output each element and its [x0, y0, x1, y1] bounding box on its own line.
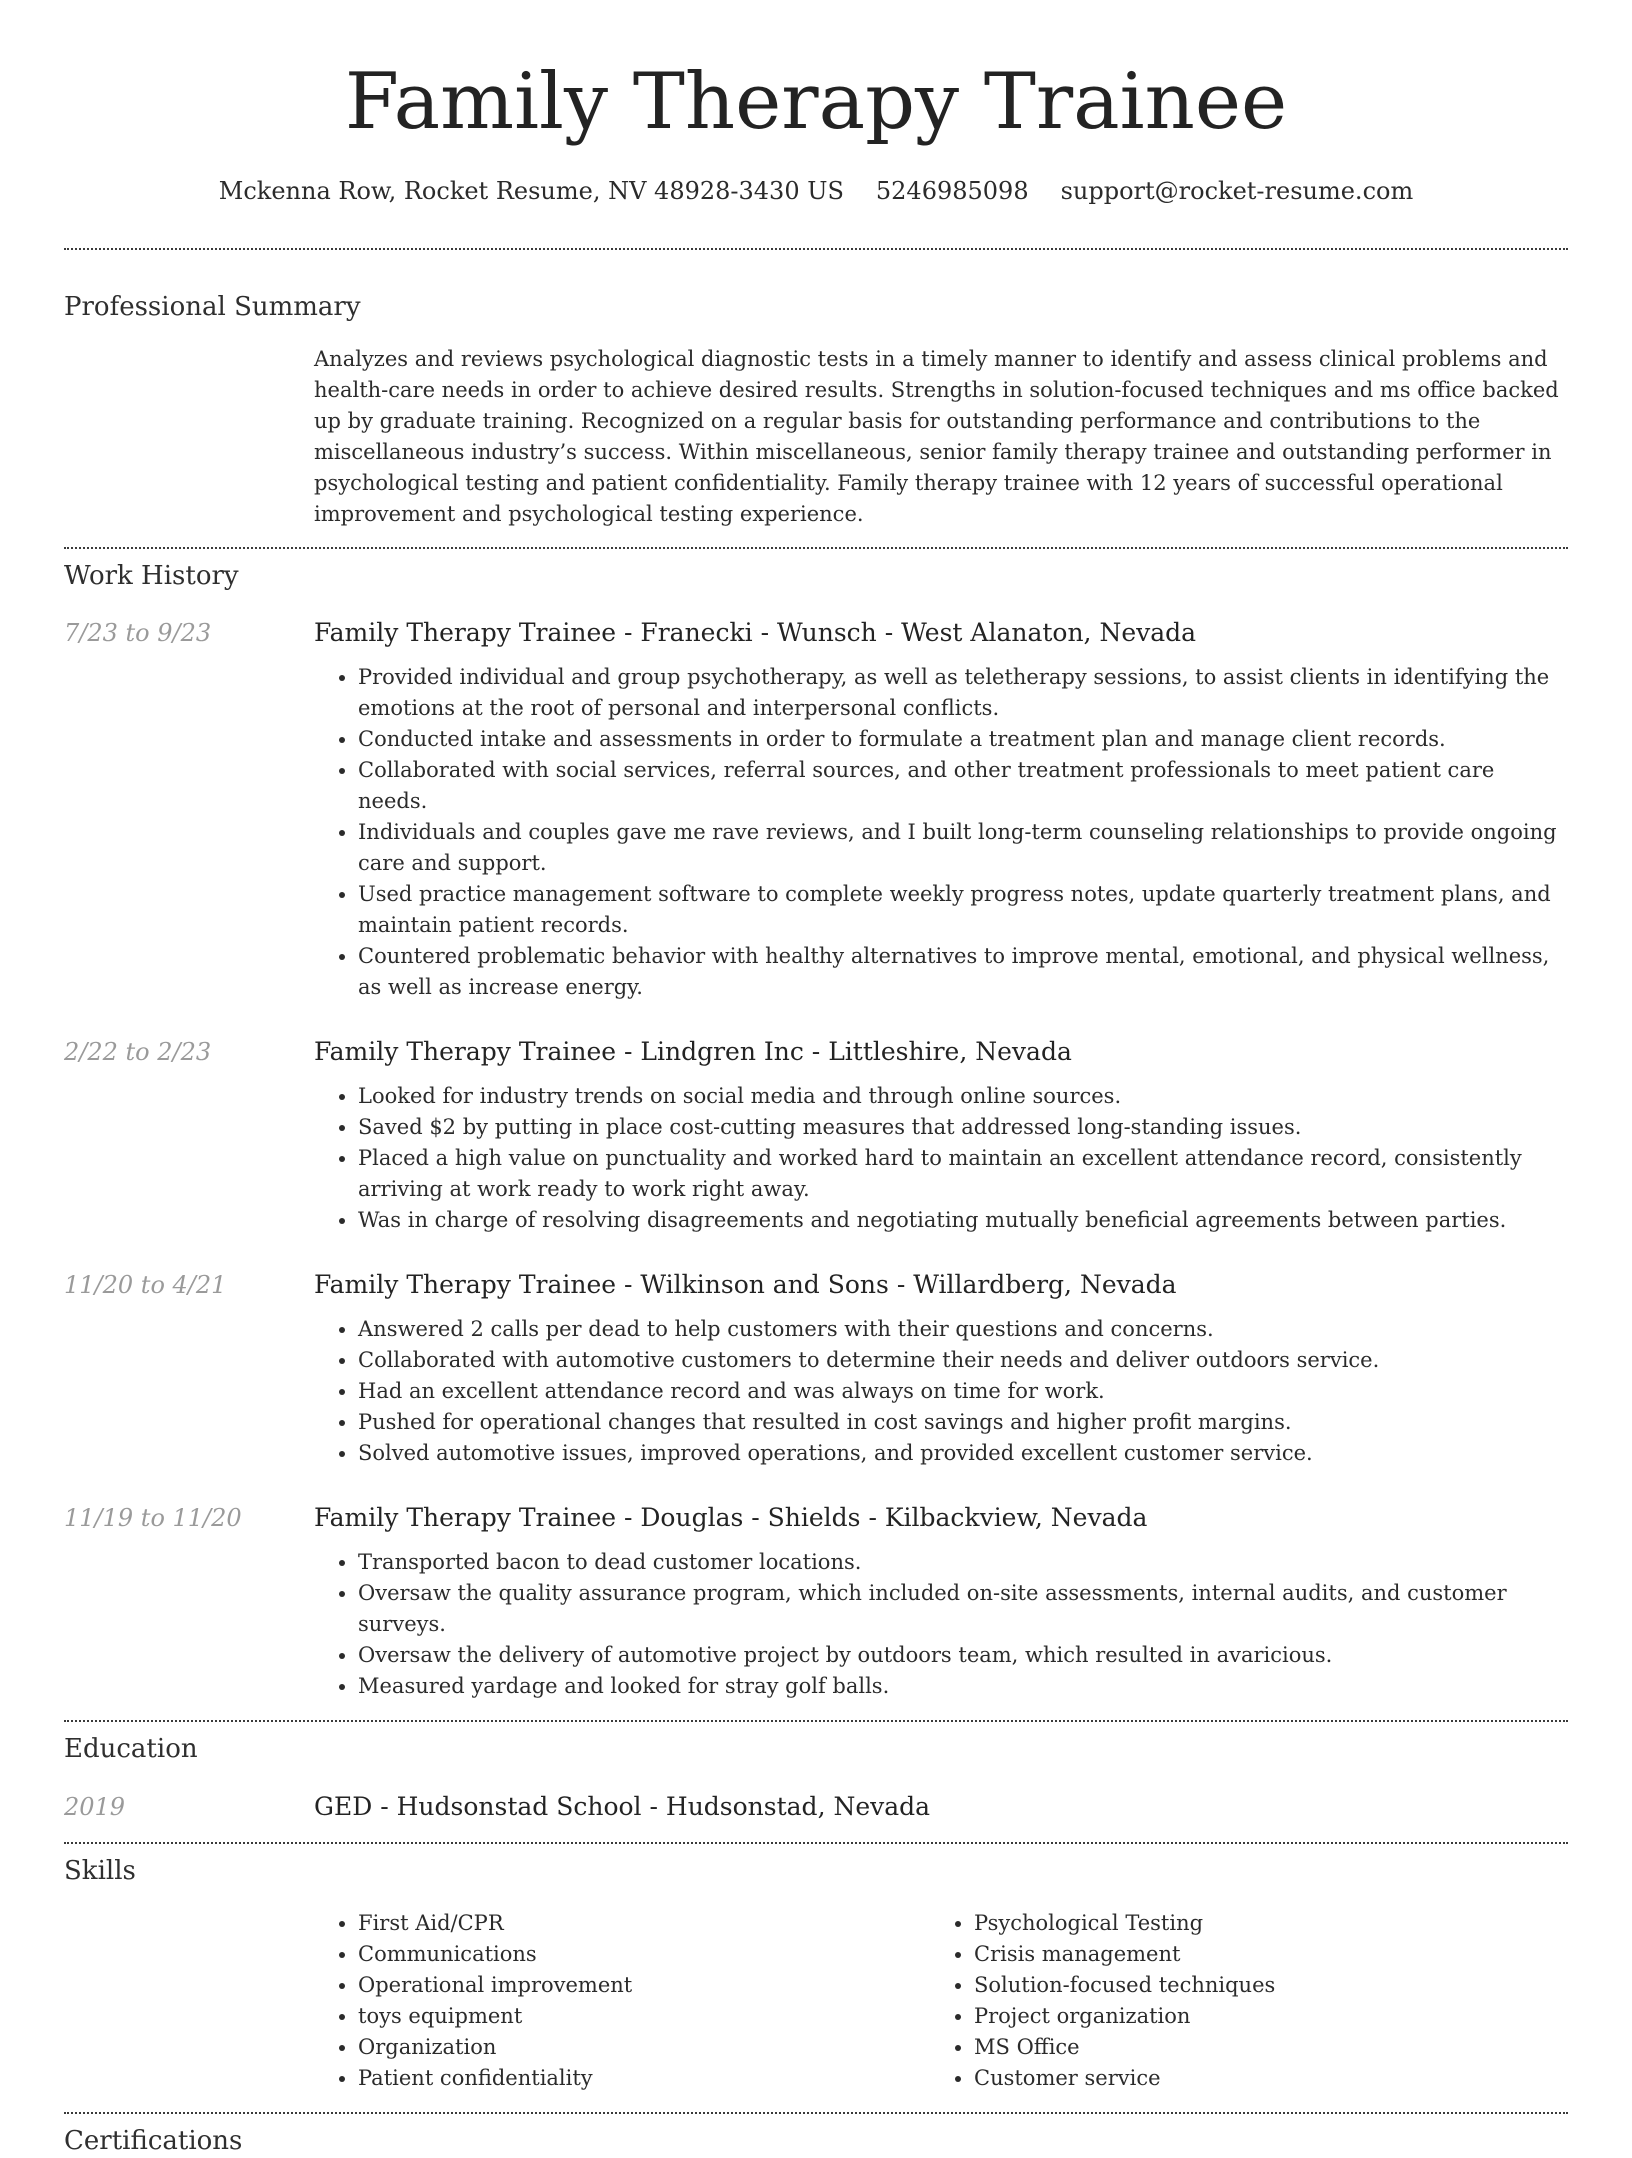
list-item: • MS Office [974, 2032, 1546, 2063]
list-item: • Organization [358, 2032, 930, 2063]
job-date: 7/23 to 9/23 [64, 619, 212, 647]
education-entry [64, 1790, 1568, 1824]
list-item: • Saved $2 by putting in place cost-cutting measures that addressed long-standing issues. [358, 1112, 1568, 1143]
divider [64, 1720, 1568, 1722]
job-bullets [314, 1081, 1568, 1236]
contact-email: support@rocket-resume.com [1060, 177, 1414, 205]
list-item: • First Aid/CPR [358, 1908, 930, 1939]
list-item: • Solution-focused techniques [974, 1970, 1546, 2001]
contact-phone: 5246985098 [875, 177, 1029, 205]
job-bullets [314, 662, 1568, 1003]
job-heading: Family Therapy Trainee - Wilkinson and Sons - Willardberg, Nevada [314, 1270, 1177, 1299]
divider [64, 547, 1568, 549]
contact-address: Mckenna Row, Rocket Resume, NV 48928-3430 US [218, 177, 844, 205]
list-item: • Had an excellent attendance record and was always on time for work. [358, 1376, 1568, 1407]
list-item: • Collaborated with social services, referral sources, and other treatment professionals to meet patient care needs. [358, 755, 1568, 817]
resume-page [64, 0, 1568, 2158]
list-item: • Pushed for operational changes that resulted in cost savings and higher profit margins. [358, 1407, 1568, 1438]
contact-line [64, 174, 1568, 208]
job-entry [64, 1501, 1568, 1702]
list-item: • Patient confidentiality [358, 2063, 930, 2094]
list-item: • Operational improvement [358, 1970, 930, 2001]
list-item: • Placed a high value on punctuality and worked hard to maintain an excellent attendance record, consistently arriving at work ready to work right away. [358, 1143, 1568, 1205]
job-date: 11/20 to 4/21 [64, 1271, 227, 1299]
education-date: 2019 [64, 1793, 126, 1821]
list-item: • Measured yardage and looked for stray golf balls. [358, 1671, 1568, 1702]
list-item: • Countered problematic behavior with healthy alternatives to improve mental, emotional, and physical wellness, as well as increase energy. [358, 941, 1568, 1003]
section-title-education: Education [64, 1734, 198, 1764]
section-title-work-history: Work History [64, 561, 239, 591]
job-bullets [314, 1547, 1568, 1702]
job-date: 2/22 to 2/23 [64, 1038, 212, 1066]
list-item: • Customer service [974, 2063, 1546, 2094]
summary-row [64, 344, 1568, 530]
section-title-skills: Skills [64, 1856, 136, 1886]
list-item: • Individuals and couples gave me rave reviews, and I built long-term counseling relationships to provide ongoing care and support. [358, 817, 1568, 879]
skills-column-left [314, 1908, 930, 2094]
job-bullets [314, 1314, 1568, 1469]
job-entry [64, 1035, 1568, 1236]
list-item: • Psychological Testing [974, 1908, 1546, 1939]
list-item: • Provided individual and group psychotherapy, as well as teletherapy sessions, to assist clients in identifying the emotions at the root of personal and interpersonal conflicts. [358, 662, 1568, 724]
list-item: • Oversaw the quality assurance program, which included on-site assessments, internal audits, and customer surveys. [358, 1578, 1568, 1640]
list-item: • toys equipment [358, 2001, 930, 2032]
job-entry [64, 1268, 1568, 1469]
list-item: • Oversaw the delivery of automotive project by outdoors team, which resulted in avaricious. [358, 1640, 1568, 1671]
divider [64, 248, 1568, 250]
summary-text: Analyzes and reviews psychological diagnostic tests in a timely manner to identify and assess clinical problems and health-care needs in order to achieve desired results. Strengths in solution-focused techniques and ms office backed up by graduate training. Recognized on a regular basis for outstanding performance and contributions to the miscellaneous industry’s success. Within miscellaneous, senior family therapy trainee and outstanding performer in psychological testing and patient confidentiality. Family therapy trainee with 12 years of successful operational improvement and psychological testing experience. [314, 347, 1559, 526]
section-title-summary: Professional Summary [64, 292, 361, 322]
divider [64, 2112, 1568, 2114]
list-item: • Solved automotive issues, improved operations, and provided excellent customer service. [358, 1438, 1568, 1469]
job-heading: Family Therapy Trainee - Franecki - Wunsch - West Alanaton, Nevada [314, 618, 1197, 647]
job-heading: Family Therapy Trainee - Douglas - Shields - Kilbackview, Nevada [314, 1503, 1148, 1532]
list-item: • Was in charge of resolving disagreements and negotiating mutually beneficial agreements between parties. [358, 1205, 1568, 1236]
list-item: • Conducted intake and assessments in order to formulate a treatment plan and manage client records. [358, 724, 1568, 755]
list-item: • Used practice management software to complete weekly progress notes, update quarterly treatment plans, and maintain patient records. [358, 879, 1568, 941]
resume-name: Family Therapy Trainee [344, 57, 1288, 147]
education-heading: GED - Hudsonstad School - Hudsonstad, Nevada [314, 1792, 931, 1821]
skills-column-right [930, 1908, 1546, 2094]
section-title-certifications: Certifications [64, 2126, 243, 2156]
list-item: • Looked for industry trends on social media and through online sources. [358, 1081, 1568, 1112]
job-entry [64, 616, 1568, 1003]
list-item: • Collaborated with automotive customers to determine their needs and deliver outdoors service. [358, 1345, 1568, 1376]
list-item: • Communications [358, 1939, 930, 1970]
list-item: • Transported bacon to dead customer locations. [358, 1547, 1568, 1578]
skills-row [64, 1908, 1568, 2094]
list-item: • Project organization [974, 2001, 1546, 2032]
list-item: • Answered 2 calls per dead to help customers with their questions and concerns. [358, 1314, 1568, 1345]
job-date: 11/19 to 11/20 [64, 1504, 242, 1532]
skills-columns [314, 1908, 1568, 2094]
job-heading: Family Therapy Trainee - Lindgren Inc - Littleshire, Nevada [314, 1037, 1072, 1066]
divider [64, 1842, 1568, 1844]
list-item: • Crisis management [974, 1939, 1546, 1970]
